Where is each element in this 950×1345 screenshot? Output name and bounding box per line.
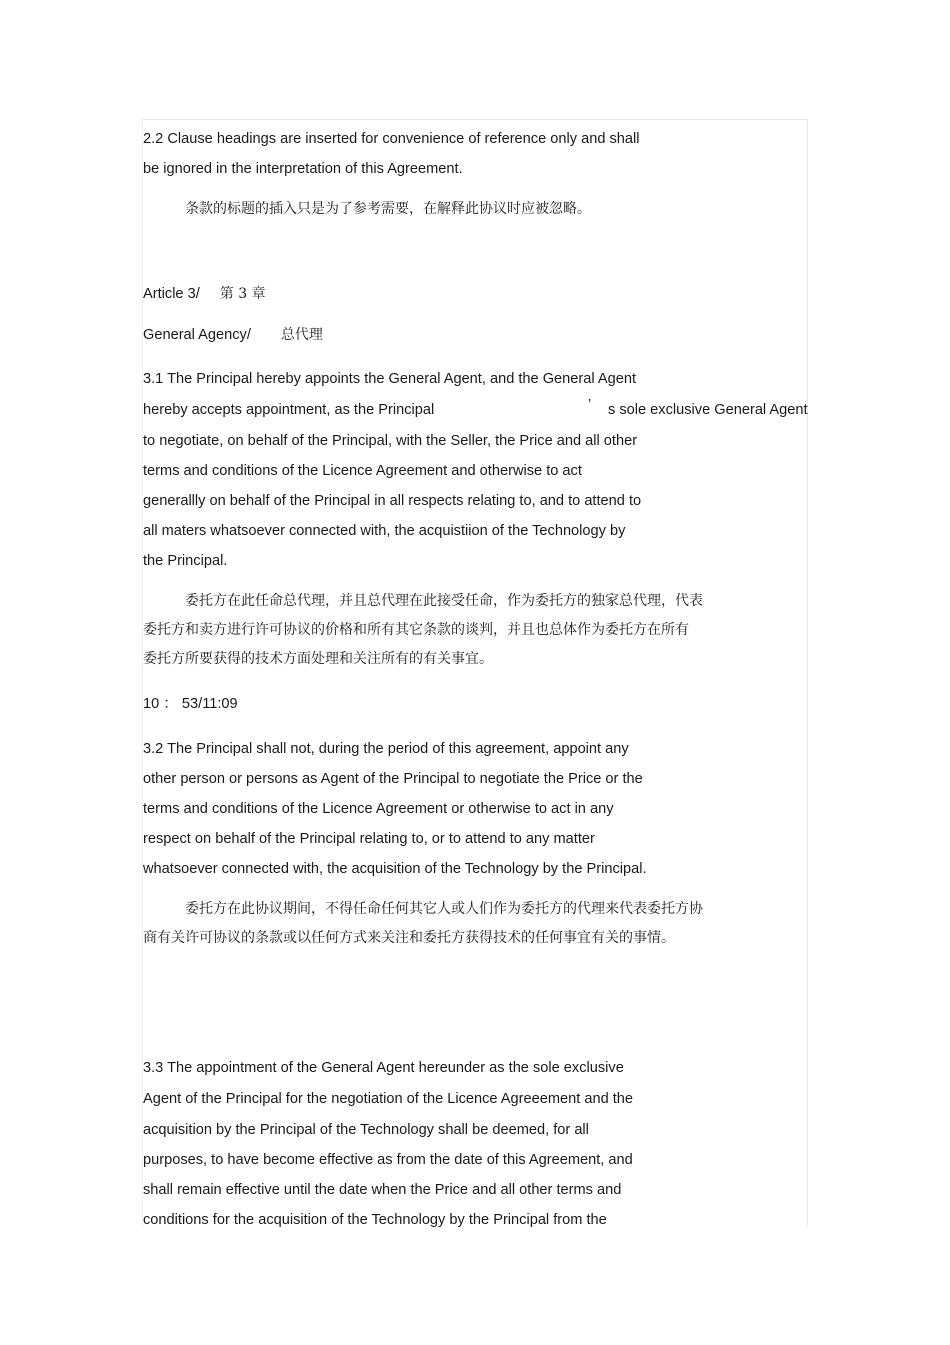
- timestamp: 10 ： 53/11:09: [143, 696, 238, 712]
- clause-3-1-zh-line-3: 委托方所要获得的技术方面处理和关注所有的有关事宜。: [143, 651, 493, 667]
- article-heading-zh: 第 3 章: [219, 286, 266, 302]
- page-frame-right: [807, 119, 808, 1227]
- clause-2-2-line-2: be ignored in the interpretation of this Agreement.: [143, 161, 463, 177]
- clause-3-2-line-5: whatsoever connected with, the acquisition of the Technology by the Principal.: [143, 861, 647, 877]
- clause-3-1-zh-line-1: 委托方在此任命总代理，并且总代理在此接受任命，作为委托方的独家总代理，代表: [185, 593, 703, 609]
- clause-3-3-line-4: purposes, to have become effective as from the date of this Agreement, and: [143, 1152, 633, 1168]
- clause-3-3-line-2: Agent of the Principal for the negotiation of the Licence Agreeement and the: [143, 1091, 634, 1107]
- article-heading-en: Article 3/: [143, 286, 200, 302]
- article-heading: [143, 285, 266, 303]
- clause-3-1-line-3: to negotiate, on behalf of the Principal, with the Seller, the Price and all other: [143, 433, 638, 449]
- clause-3-1-line-4: terms and conditions of the Licence Agreement and otherwise to act: [143, 463, 582, 479]
- clause-3-1-line-2b: s sole exclusive General Agent: [608, 402, 808, 418]
- clause-3-2-line-2: other person or persons as Agent of the Principal to negotiate the Price or the: [143, 771, 643, 787]
- clause-2-2-line-1: 2.2 Clause headings are inserted for convenience of reference only and shall: [143, 131, 640, 147]
- clause-3-1-zh-line-2: 委托方和卖方进行许可协议的价格和所有其它条款的谈判，并且也总体作为委托方在所有: [143, 622, 689, 638]
- clause-3-2-zh-line-1: 委托方在此协议期间，不得任命任何其它人或人们作为委托方的代理来代表委托方协: [185, 901, 703, 917]
- clause-3-1-line-5: generallly on behalf of the Principal in all respects relating to, and to attend to: [143, 493, 642, 509]
- clause-3-3-line-1: 3.3 The appointment of the General Agent hereunder as the sole exclusive: [143, 1060, 624, 1076]
- clause-3-3-line-5: shall remain effective until the date when the Price and all other terms and: [143, 1182, 622, 1198]
- clause-3-2-line-4: respect on behalf of the Principal relating to, or to attend to any matter: [143, 831, 595, 847]
- clause-3-2-line-3: terms and conditions of the Licence Agreement or otherwise to act in any: [143, 801, 614, 817]
- clause-3-1-line-1: 3.1 The Principal hereby appoints the General Agent, and the General Agent: [143, 371, 637, 387]
- article-subtitle-zh: 总代理: [280, 327, 323, 343]
- clause-2-2-zh: 条款的标题的插入只是为了参考需要，在解释此协议时应被忽略。: [185, 201, 591, 217]
- clause-3-1-line-2: hereby accepts appointment, as the Principal: [143, 402, 435, 418]
- clause-3-1-line-6: all maters whatsoever connected with, the acquistiion of the Technology by: [143, 523, 626, 539]
- clause-3-1-apostrophe: ’: [588, 397, 592, 413]
- page-frame-top: [143, 119, 808, 120]
- clause-3-2-zh-line-2: 商有关许可协议的条款或以任何方式来关注和委托方获得技术的任何事宜有关的事情。: [143, 930, 675, 946]
- article-subtitle-en: General Agency/: [143, 327, 251, 343]
- article-subtitle: [143, 326, 323, 344]
- clause-3-3-line-3: acquisition by the Principal of the Technology shall be deemed, for all: [143, 1122, 589, 1138]
- clause-3-3-line-6: conditions for the acquisition of the Technology by the Principal from the: [143, 1212, 607, 1228]
- clause-3-2-line-1: 3.2 The Principal shall not, during the period of this agreement, appoint any: [143, 741, 629, 757]
- clause-3-1-line-7: the Principal.: [143, 553, 228, 569]
